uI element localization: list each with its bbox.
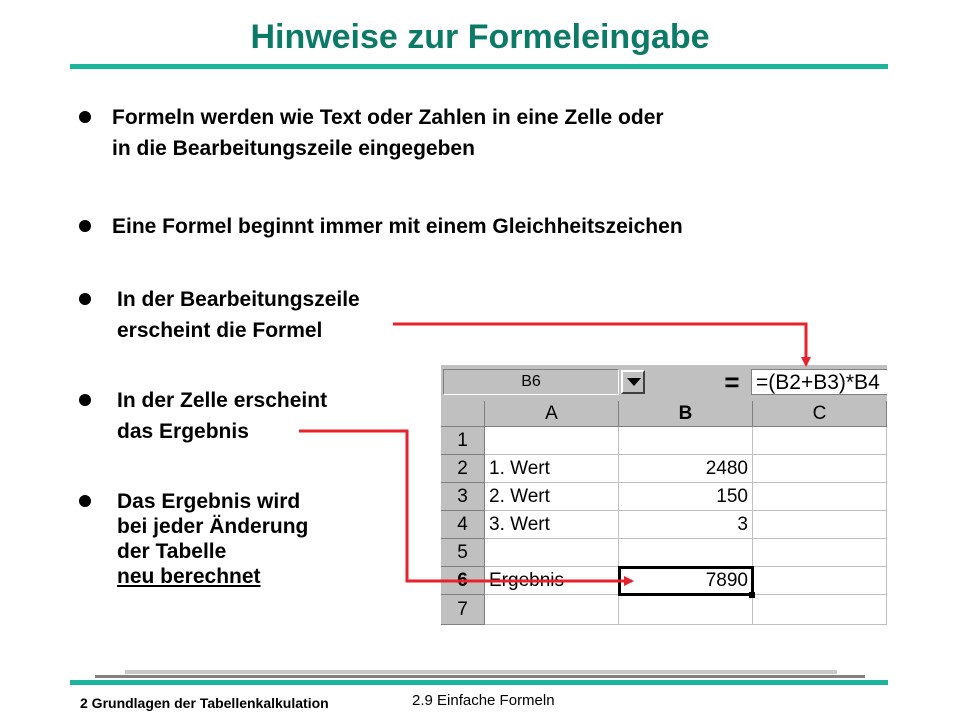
cell-b2[interactable]: 2480 — [619, 455, 753, 483]
bullet-text: erscheint die Formel — [117, 319, 323, 342]
row-header[interactable]: 4 — [441, 511, 485, 539]
bullet-text: der Tabelle — [117, 540, 227, 563]
spreadsheet-excerpt — [441, 365, 887, 625]
bullet-text: Das Ergebnis wird — [117, 490, 301, 513]
bullet-text: bei jeder Änderung — [117, 515, 309, 538]
name-box[interactable]: B6 — [443, 369, 619, 395]
cell-a5[interactable] — [485, 539, 619, 567]
cell-a1[interactable] — [485, 427, 619, 455]
row-header[interactable]: 5 — [441, 539, 485, 567]
bullet-text: Formeln werden wie Text oder Zahlen in eine Zelle oder — [112, 106, 664, 129]
cell-c2[interactable] — [753, 455, 887, 483]
bullet-dot-icon — [79, 495, 91, 507]
cell-c7[interactable] — [753, 595, 887, 625]
cell-a3[interactable]: 2. Wert — [485, 483, 619, 511]
cell-c4[interactable] — [753, 511, 887, 539]
bullet-dot-icon — [79, 220, 91, 232]
formula-bar — [441, 365, 887, 399]
cell-c3[interactable] — [753, 483, 887, 511]
select-all-corner[interactable] — [441, 401, 485, 427]
cell-c5[interactable] — [753, 539, 887, 567]
cell-a6[interactable]: Ergebnis — [485, 567, 619, 595]
footer-divider-dark — [95, 675, 865, 678]
row-header[interactable]: 6 — [441, 567, 485, 595]
worksheet-grid — [441, 401, 887, 625]
row-header[interactable]: 7 — [441, 595, 485, 625]
row-header[interactable]: 1 — [441, 427, 485, 455]
footer-divider-light — [125, 670, 837, 674]
cell-a4[interactable]: 3. Wert — [485, 511, 619, 539]
title-divider — [70, 64, 888, 69]
cell-b5[interactable] — [619, 539, 753, 567]
bullet-text: in die Bearbeitungszeile eingegeben — [112, 137, 475, 160]
column-header-c[interactable]: C — [753, 401, 887, 427]
cell-b4[interactable]: 3 — [619, 511, 753, 539]
cell-c6[interactable] — [753, 567, 887, 595]
chevron-down-icon — [627, 378, 641, 386]
column-header-a[interactable]: A — [485, 401, 619, 427]
cell-b7[interactable] — [619, 595, 753, 625]
bullet-dot-icon — [79, 293, 91, 305]
cell-b6[interactable]: 7890 — [619, 567, 753, 595]
cell-a2[interactable]: 1. Wert — [485, 455, 619, 483]
footer-divider-accent — [70, 680, 888, 685]
cell-a7[interactable] — [485, 595, 619, 625]
bullet-text: Eine Formel beginnt immer mit einem Gleichheitszeichen — [112, 215, 683, 238]
fill-handle[interactable] — [749, 592, 755, 598]
bullet-dot-icon — [79, 111, 91, 123]
equals-sign-button[interactable]: = — [724, 367, 740, 397]
bullet-text: das Ergebnis — [117, 420, 249, 443]
formula-input[interactable]: =(B2+B3)*B4 — [751, 369, 887, 395]
arrow-to-formula-bar — [393, 324, 806, 365]
cell-b3[interactable]: 150 — [619, 483, 753, 511]
bullet-text: In der Zelle erscheint — [117, 389, 328, 412]
bullet-dot-icon — [79, 394, 91, 406]
cell-c1[interactable] — [753, 427, 887, 455]
row-header[interactable]: 3 — [441, 483, 485, 511]
name-box-dropdown-button[interactable] — [621, 370, 645, 394]
bullet-text-underlined: neu berechnet — [117, 565, 261, 588]
footer-chapter: 2 Grundlagen der Tabellenkalkulation — [80, 695, 329, 711]
footer-section: 2.9 Einfache Formeln — [412, 692, 555, 709]
row-header[interactable]: 2 — [441, 455, 485, 483]
cell-b1[interactable] — [619, 427, 753, 455]
slide-title: Hinweise zur Formeleingabe — [250, 18, 710, 56]
column-header-b[interactable]: B — [619, 401, 753, 427]
bullet-text: In der Bearbeitungszeile — [117, 288, 360, 311]
